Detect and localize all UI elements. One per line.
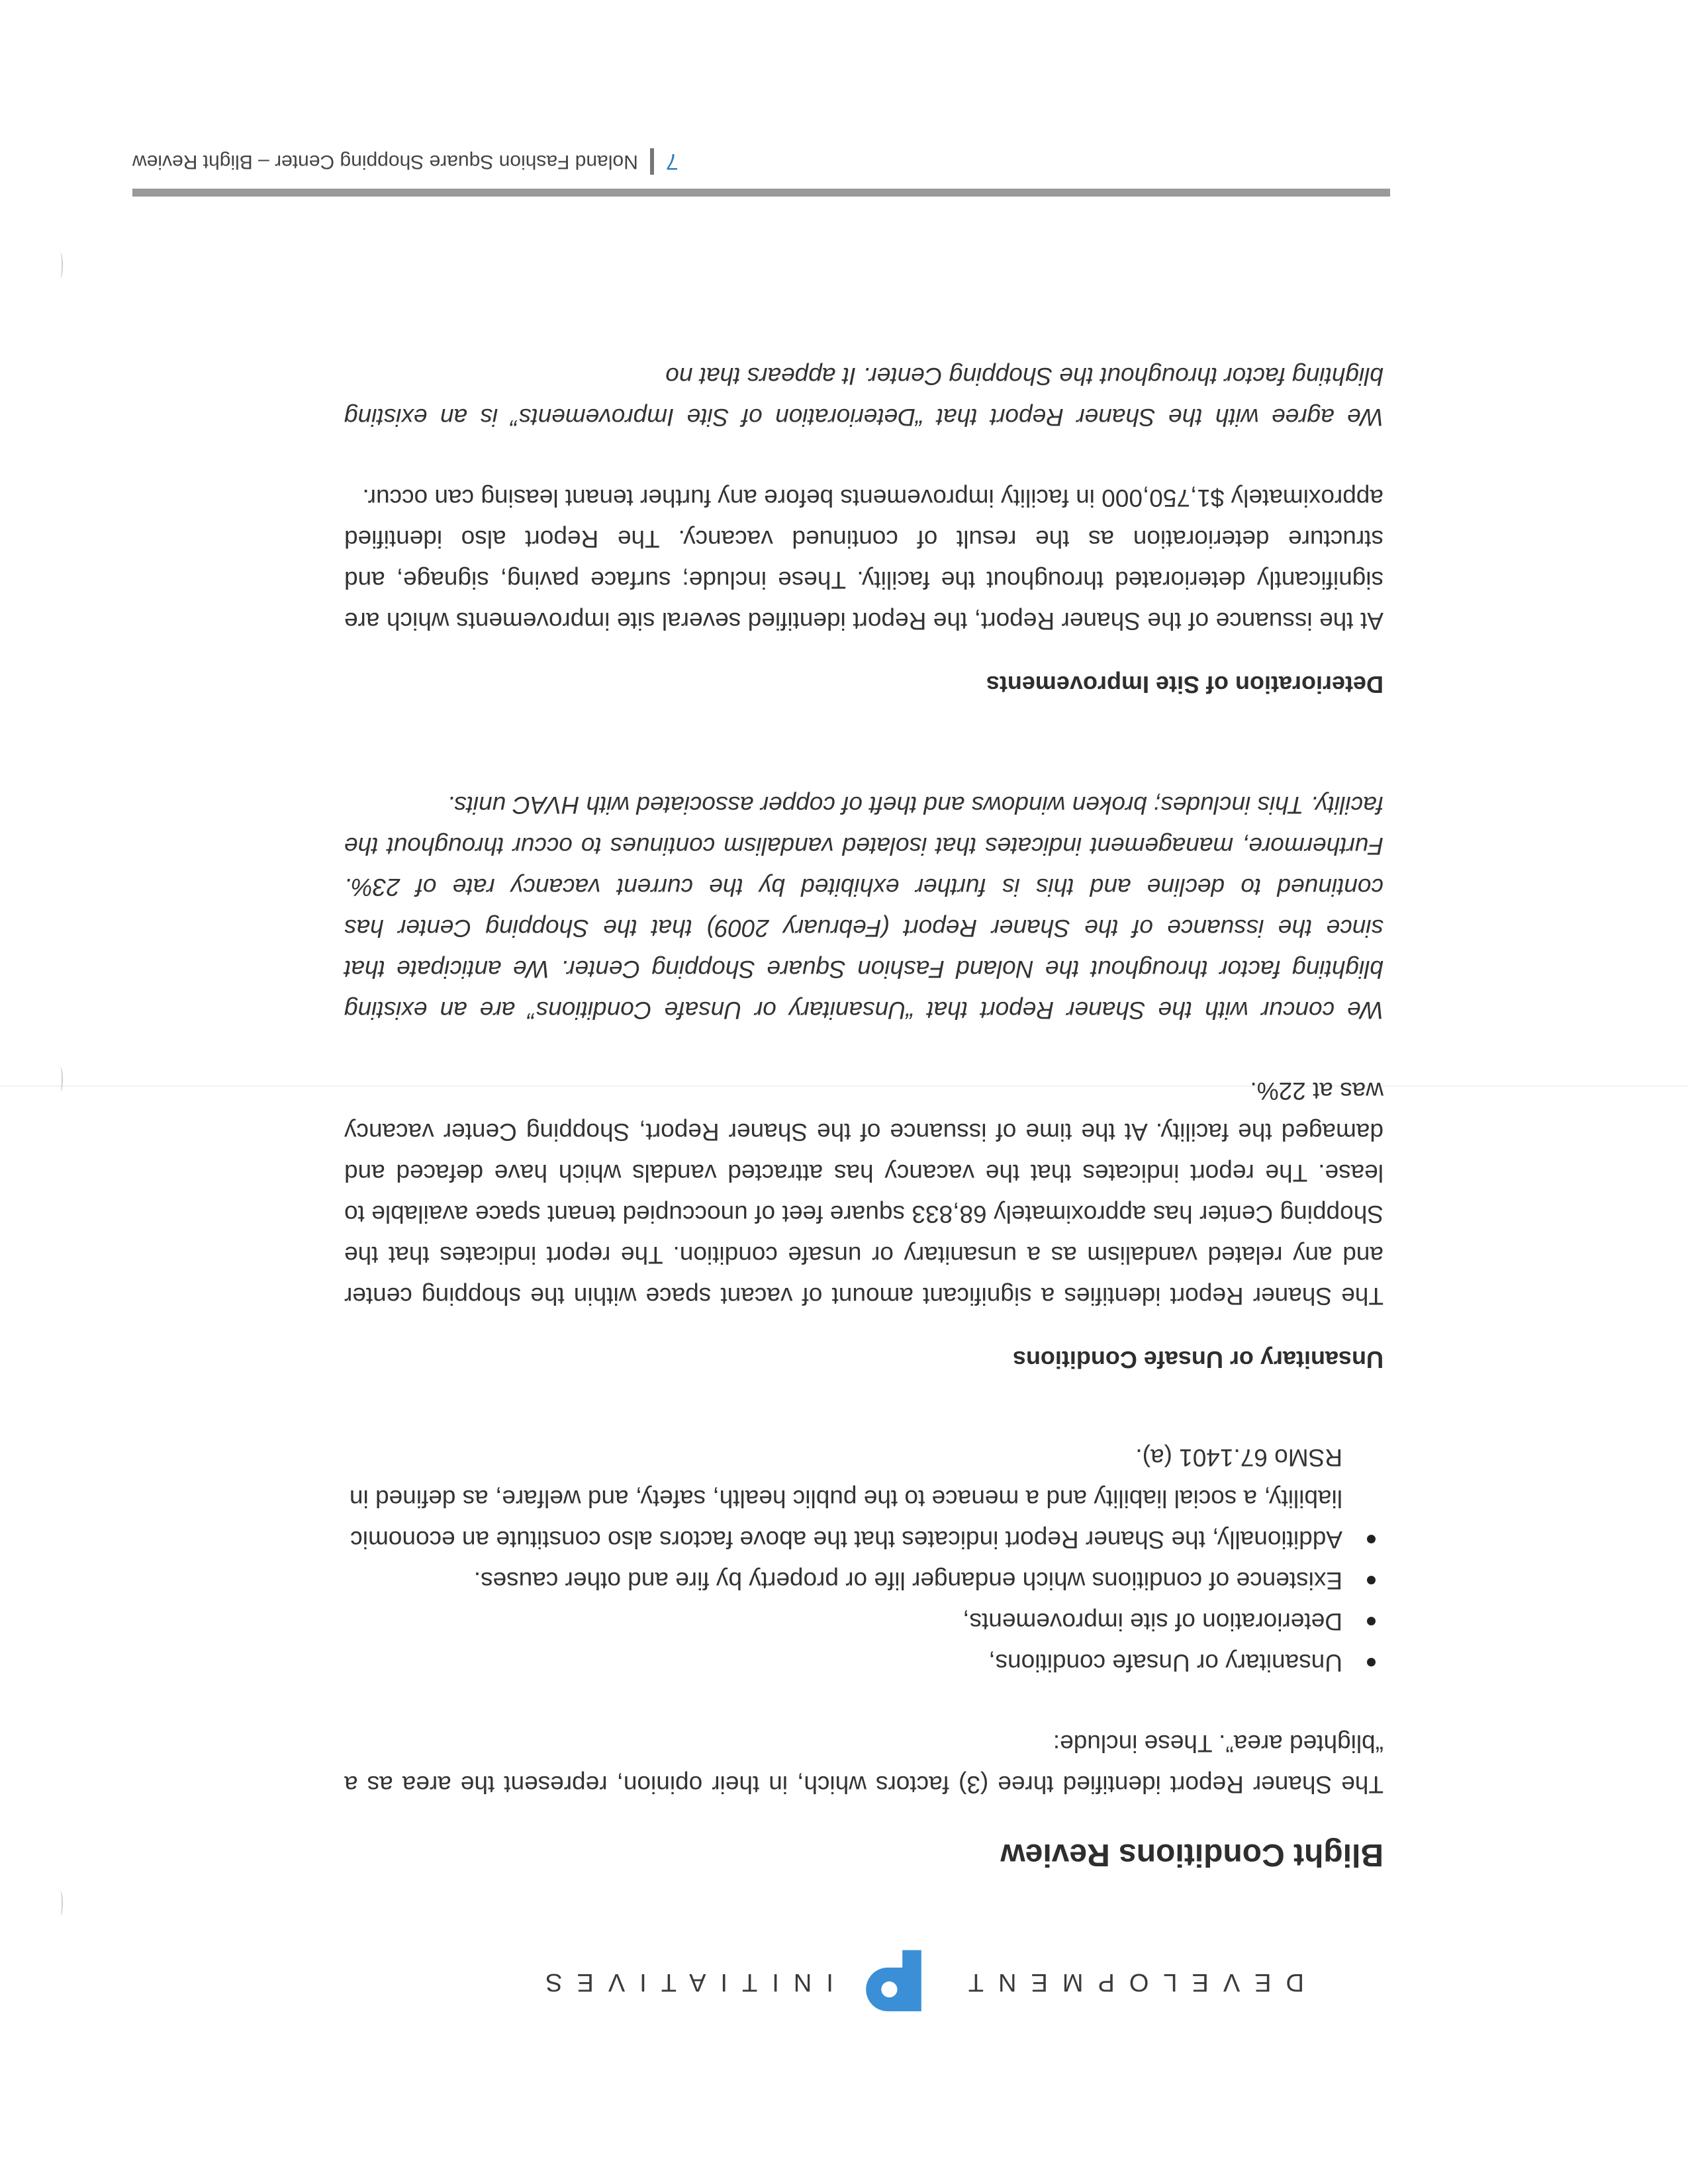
letterhead-logo xyxy=(113,1939,1304,2025)
section-paragraph: At the issuance of the Shaner Report, the Report identified several site improvements which are significantly deteriorated throughout the facility. These include; surface paving, signage, and structure deterioration as the result of continued vacancy. The Report also identified approximately $1,750,000 in facility improvements before any further tenant leasing can occur. xyxy=(344,484,1383,635)
logo-mark-icon xyxy=(857,1946,930,2019)
section-conclusion: We concur with the Shaner Report that “Unsanitary or Unsafe Conditions” are an existing blighting factor throughout the Noland Fashion Square Shopping Center. We anticipate that since the issuance of the Shaner Report (February 2009) that the Shopping Center has continued to decline and this is further exhibited by the current vacancy rate of 23%. Furthermore, management indicates that isolated vandalism continues to occur throughout the facility. This includes; broken windows and theft of copper associated with HVAC units. xyxy=(344,792,1383,1024)
logo-text-initiatives: INITIATIVES xyxy=(531,1968,833,1997)
page-footer xyxy=(132,148,1390,175)
list-item: Additionally, the Shaner Report indicates that the above factors also constitute an economic liability, a social liability and a menace to the public health, safety, and welfare, as defined in RSMo 67.1401 (a). xyxy=(344,1437,1383,1560)
footer-title: Noland Fashion Square Shopping Center – Blight Review xyxy=(132,151,638,173)
page-title: Blight Conditions Review xyxy=(1000,1837,1383,1872)
list-item: Existence of conditions which endanger life or property by fire and other causes. xyxy=(344,1560,1383,1601)
factor-list xyxy=(344,1437,1383,1683)
list-item: Unsanitary or Unsafe conditions, xyxy=(344,1642,1383,1683)
bullet-icon xyxy=(1367,1535,1376,1543)
binder-hole-mark xyxy=(58,1891,63,1916)
logo-text-development: DEVELOPMENT xyxy=(953,1968,1304,1997)
footer-separator xyxy=(650,148,654,175)
bullet-icon xyxy=(1367,1576,1376,1584)
footer-rule xyxy=(132,189,1390,197)
section-paragraph: The Shaner Report identifies a significant amount of vacant space within the shopping center and any related vandalism as a unsanitary or unsafe condition. The report indicates that the Shopping Center has approximately 68,833 square feet of unoccupied tenant space available to lease. The report indicates that the vacancy has attracted vandals which have defaced and damaged the facility. At the time of issuance of the Shaner Report, Shopping Center vacancy was at 22%. xyxy=(344,1077,1383,1310)
section-heading-unsanitary: Unsanitary or Unsafe Conditions xyxy=(1012,1346,1383,1373)
section-heading-deterioration: Deterioration of Site Improvements xyxy=(986,671,1383,698)
intro-paragraph: The Shaner Report identified three (3) factors which, in their opinion, represent the area as a “blighted area”. These include: xyxy=(344,1730,1383,1798)
bullet-icon xyxy=(1367,1658,1376,1666)
document-body xyxy=(344,355,1383,1873)
binder-hole-mark xyxy=(58,1067,63,1092)
list-item: Deterioration of site improvements, xyxy=(344,1601,1383,1642)
page-number: 7 xyxy=(665,149,679,175)
section-conclusion: We agree with the Shaner Report that “Deterioration of Site Improvements” is an existing blighting factor throughout the Shopping Center. It appears that no xyxy=(344,363,1383,431)
binder-hole-mark xyxy=(58,253,63,278)
bullet-icon xyxy=(1367,1617,1376,1625)
